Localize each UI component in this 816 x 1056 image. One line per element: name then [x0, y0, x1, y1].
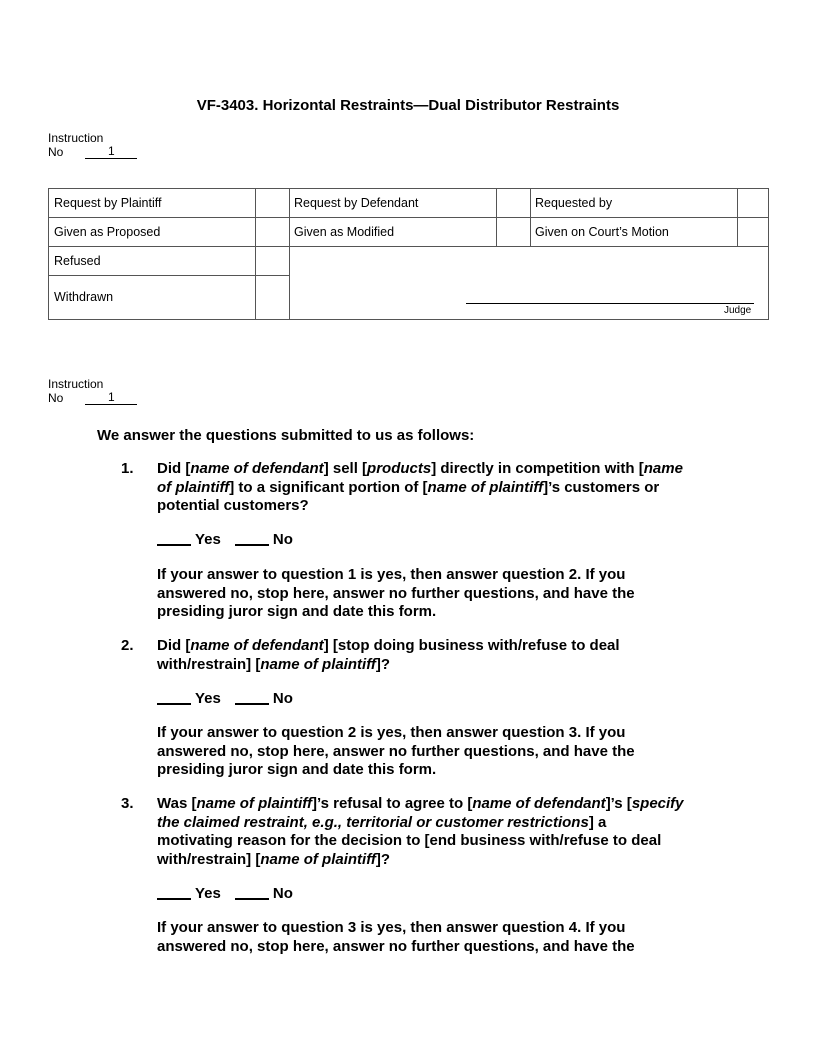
question-2-text: Did [name of defendant] [stop doing business with/refuse to deal with/restrain] [name of plaintiff]?	[157, 637, 620, 673]
judge-label: Judge	[724, 305, 752, 316]
intro-text: We answer the questions submitted to us as follows:	[97, 427, 475, 444]
yes-blank[interactable]	[157, 544, 191, 546]
refused-label: Refused	[54, 254, 101, 268]
question-1-followup: If your answer to question 1 is yes, then answer question 2. If you answered no, stop here, answer no further questions, and have the presiding juror sign and date this form.	[157, 566, 635, 620]
question-2-followup: If your answer to question 2 is yes, then answer question 3. If you answered no, stop here, answer no further questions, and have the presiding juror sign and date this form.	[157, 724, 635, 778]
no-label: No	[272, 531, 293, 548]
question-3-followup: If your answer to question 3 is yes, then answer question 4. If you answered no, stop here, answer no further questions, and have the	[157, 919, 635, 955]
checkbox-withdrawn[interactable]	[256, 276, 289, 319]
checkbox-given-as-proposed[interactable]	[256, 218, 289, 246]
yes-blank[interactable]	[157, 898, 191, 900]
checkbox-request-by-defendant[interactable]	[497, 189, 530, 217]
no-label: No	[272, 885, 293, 902]
no-blank[interactable]	[235, 703, 269, 705]
checkbox-requested-by[interactable]	[738, 189, 768, 217]
yes-label: Yes	[195, 690, 221, 707]
given-on-courts-motion-label: Given on Court’s Motion	[535, 225, 669, 239]
instruction-no-value: 1	[85, 391, 137, 405]
question-2-answer	[157, 690, 293, 709]
instruction-block-top	[48, 131, 137, 159]
yes-label: Yes	[195, 531, 221, 548]
instruction-label: Instruction	[48, 377, 104, 391]
judge-signature-line[interactable]	[466, 303, 754, 304]
requested-by-label: Requested by	[535, 196, 613, 210]
request-by-plaintiff-label: Request by Plaintiff	[54, 196, 162, 210]
yes-label: Yes	[195, 885, 221, 902]
given-as-modified-label: Given as Modified	[294, 225, 395, 239]
checkbox-given-as-modified[interactable]	[497, 218, 530, 246]
no-blank[interactable]	[235, 898, 269, 900]
yes-blank[interactable]	[157, 703, 191, 705]
checkbox-refused[interactable]	[256, 247, 289, 275]
checkbox-request-by-plaintiff[interactable]	[256, 189, 289, 217]
question-1-answer	[157, 531, 293, 550]
form-title: VF-3403. Horizontal Restraints—Dual Distributor Restraints	[196, 97, 620, 114]
request-table	[48, 188, 769, 320]
checkbox-given-on-courts-motion[interactable]	[738, 218, 768, 246]
question-2-number: 2.	[121, 637, 134, 654]
instruction-no-label: No	[48, 145, 64, 159]
no-label: No	[272, 690, 293, 707]
instruction-block-bottom	[48, 377, 137, 405]
instruction-no-label: No	[48, 391, 64, 405]
question-3-number: 3.	[121, 795, 134, 812]
request-by-defendant-label: Request by Defendant	[294, 196, 419, 210]
instruction-no-value: 1	[85, 145, 137, 159]
withdrawn-label: Withdrawn	[54, 290, 114, 304]
no-blank[interactable]	[235, 544, 269, 546]
given-as-proposed-label: Given as Proposed	[54, 225, 161, 239]
question-3-answer	[157, 885, 293, 904]
question-1-number: 1.	[121, 460, 134, 477]
question-1-text: Did [name of defendant] sell [products] directly in competition with [name of plaintiff] to a significant portion of [name of plaintiff]’s customers or potential customers?	[157, 460, 683, 514]
question-3-text: Was [name of plaintiff]’s refusal to agree to [name of defendant]’s [specify the claimed restraint, e.g., territorial or customer restrictions] a motivating reason for the decision to [end business with/refuse to deal with/restrain] [name of plaintiff]?	[157, 795, 684, 868]
instruction-label: Instruction	[48, 131, 104, 145]
